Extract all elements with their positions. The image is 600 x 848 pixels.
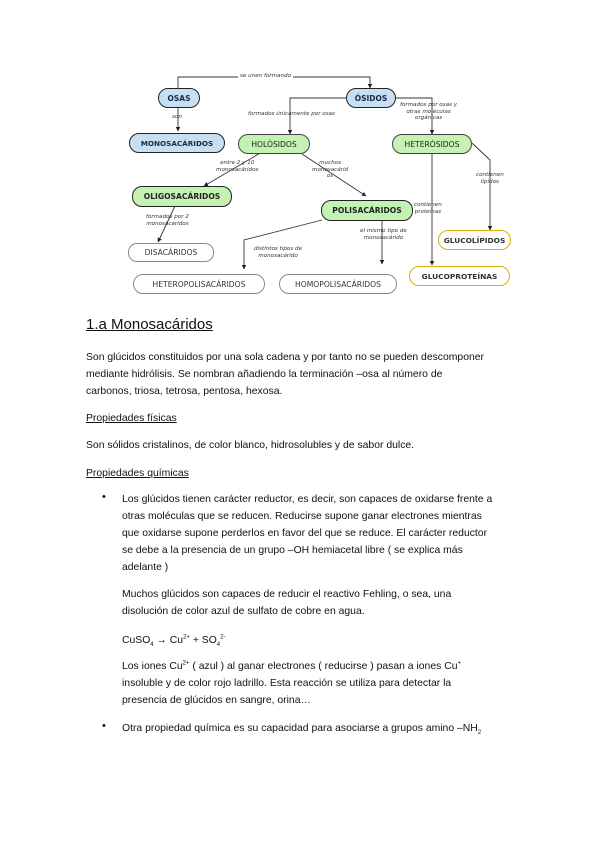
- intro-line-1: Son glúcidos constituidos por una sola cadena y por tanto no se pueden descomponer: [86, 352, 484, 363]
- label-mismo-tipo-line1: el mismo tipo de: [360, 228, 407, 234]
- ions-line-1: [122, 658, 522, 675]
- b2-text: Otra propiedad química es su capacidad para asociarse a grupos amino –NH: [122, 723, 478, 734]
- label-distintos-line1: distintos tipos de: [254, 246, 303, 252]
- node-osidos: ÓSIDOS: [346, 88, 396, 108]
- ions-sup-2plus: 2+: [182, 660, 190, 667]
- label-formados-por-osas: [400, 102, 457, 122]
- node-homopolisacaridos: HOMOPOLISACÁRIDOS: [279, 274, 397, 294]
- ions-line-2: insoluble y de color rojo ladrillo. Esta reacción se utiliza para detectar la: [122, 678, 452, 689]
- label-formados-por-osas-line1: formados por osas y: [400, 102, 458, 108]
- b1-line-5: adelante ): [122, 562, 169, 573]
- concept-map-lines: [0, 0, 600, 310]
- node-disacaridos: DISACÁRIDOS: [128, 243, 214, 262]
- label-entre-line1: entre 2 y 10: [220, 160, 255, 166]
- label-mismo-tipo-line2: monosacárido: [363, 234, 404, 241]
- ions-1b: ( azul ) al ganar electrones ( reducirse ) pasan a iones Cu: [189, 661, 458, 672]
- label-muchos: [312, 160, 348, 180]
- eq-plus-so: + SO: [189, 635, 217, 646]
- eq-cuso: CuSO: [122, 635, 151, 646]
- label-contienen-lipidos: [476, 172, 504, 185]
- eq-sup-2minus: 2-: [220, 634, 226, 641]
- label-muchos-line3: os: [326, 173, 334, 180]
- node-polisacaridos: POLISACÁRIDOS: [321, 200, 413, 221]
- node-glucoproteinas: GLUCOPROTEÍNAS: [409, 266, 510, 286]
- ions-sup-plus: +: [457, 660, 461, 667]
- label-contienen-lipidos-line2: lípidos: [480, 178, 499, 185]
- label-entre-2-y-10: [216, 160, 258, 173]
- label-contienen-proteinas: [414, 202, 442, 215]
- physical-heading: Propiedades físicas: [86, 413, 177, 424]
- ions-line-3: presencia de glúcidos en sangre, orina…: [122, 695, 311, 706]
- intro-paragraph: [86, 349, 522, 400]
- b1-line-4: se debe a la presencia de un grupo –OH hemiacetal libre ( se explica más: [122, 545, 463, 556]
- fehling-line-2: disolución de color azul de sulfato de cobre en agua.: [122, 606, 365, 617]
- ions-paragraph: [122, 658, 522, 709]
- label-formados-por-osas-line3: orgánicas: [414, 115, 443, 122]
- label-mismo-tipo: [360, 228, 407, 241]
- eq-sub-4: 4: [150, 642, 154, 649]
- chemical-heading: Propiedades químicas: [86, 468, 189, 479]
- label-formados-unicamente: formados únicamente por osas: [248, 111, 335, 117]
- label-se-unen-formando: se unen formando: [240, 73, 292, 79]
- eq-sup-2plus: 2+: [183, 634, 190, 641]
- node-holosidos: HOLÓSIDOS: [238, 134, 310, 154]
- concept-map: [0, 0, 600, 310]
- eq-arrow: → Cu: [153, 635, 184, 646]
- bullet-2-paragraph: [122, 720, 522, 737]
- intro-line-3: carbonos, triosa, tetrosa, pentosa, hexosa.: [86, 386, 283, 397]
- label-contienen-proteinas-line1: contienen: [414, 202, 442, 208]
- label-entre-line2: monosacáridos: [216, 166, 259, 173]
- node-oligosacaridos: OLIGOSACÁRIDOS: [132, 186, 232, 207]
- edge-hetero-glucolip: [472, 143, 490, 230]
- fehling-line-1: Muchos glúcidos son capaces de reducir el reactivo Fehling, o sea, una: [122, 589, 452, 600]
- b1-line-1: Los glúcidos tienen carácter reductor, es decir, son capaces de oxidarse frente a: [122, 494, 493, 505]
- node-monosacaridos: MONOSACÁRIDOS: [129, 133, 225, 153]
- bullet-1-paragraph: [122, 491, 522, 576]
- edge-poli-hetero: [244, 220, 322, 269]
- intro-line-2: mediante hidrólisis. Se nombran añadiendo la terminación –osa al número de: [86, 369, 443, 380]
- label-formados-por-2-line2: monosacáridos: [146, 220, 189, 227]
- reaction-equation: [122, 632, 522, 649]
- label-distintos-tipos: [254, 246, 302, 259]
- eq-sub-4b: 4: [216, 642, 221, 649]
- node-osas: OSAS: [158, 88, 200, 108]
- label-formados-por-2: [146, 214, 189, 227]
- bullet-1: •: [102, 491, 106, 503]
- fehling-paragraph: [122, 586, 522, 620]
- ions-1a: Los iones Cu: [122, 661, 183, 672]
- b1-line-3: que oxidarse supone perderlos en favor del que se reduce. El carácter reductor: [122, 528, 488, 539]
- node-heteropolisacaridos: HETEROPOLISACÁRIDOS: [133, 274, 265, 294]
- label-distintos-line2: monosacárido: [258, 252, 298, 259]
- label-formados-por-2-line1: formados por 2: [146, 214, 189, 220]
- label-contienen-proteinas-line2: proteínas: [414, 208, 442, 215]
- label-muchos-line2: monosacárid: [312, 166, 349, 173]
- label-muchos-line1: muchos: [319, 160, 342, 166]
- physical-text: Son sólidos cristalinos, de color blanco, hidrosolubles y de sabor dulce.: [86, 440, 415, 451]
- section-title: 1.a Monosacáridos: [86, 316, 213, 333]
- label-son: son: [172, 114, 182, 120]
- b2-sub: 2: [477, 730, 482, 737]
- node-glucolipidos: GLUCOLÍPIDOS: [438, 230, 511, 250]
- node-heterosidos: HETERÓSIDOS: [392, 134, 472, 154]
- label-formados-por-osas-line2: otras moléculas: [406, 108, 451, 115]
- b1-line-2: otras moléculas que se reducen. Reducirse supone ganar electrones mientras: [122, 511, 482, 522]
- bullet-2: •: [102, 720, 106, 732]
- label-contienen-lipidos-line1: contienen: [476, 172, 504, 178]
